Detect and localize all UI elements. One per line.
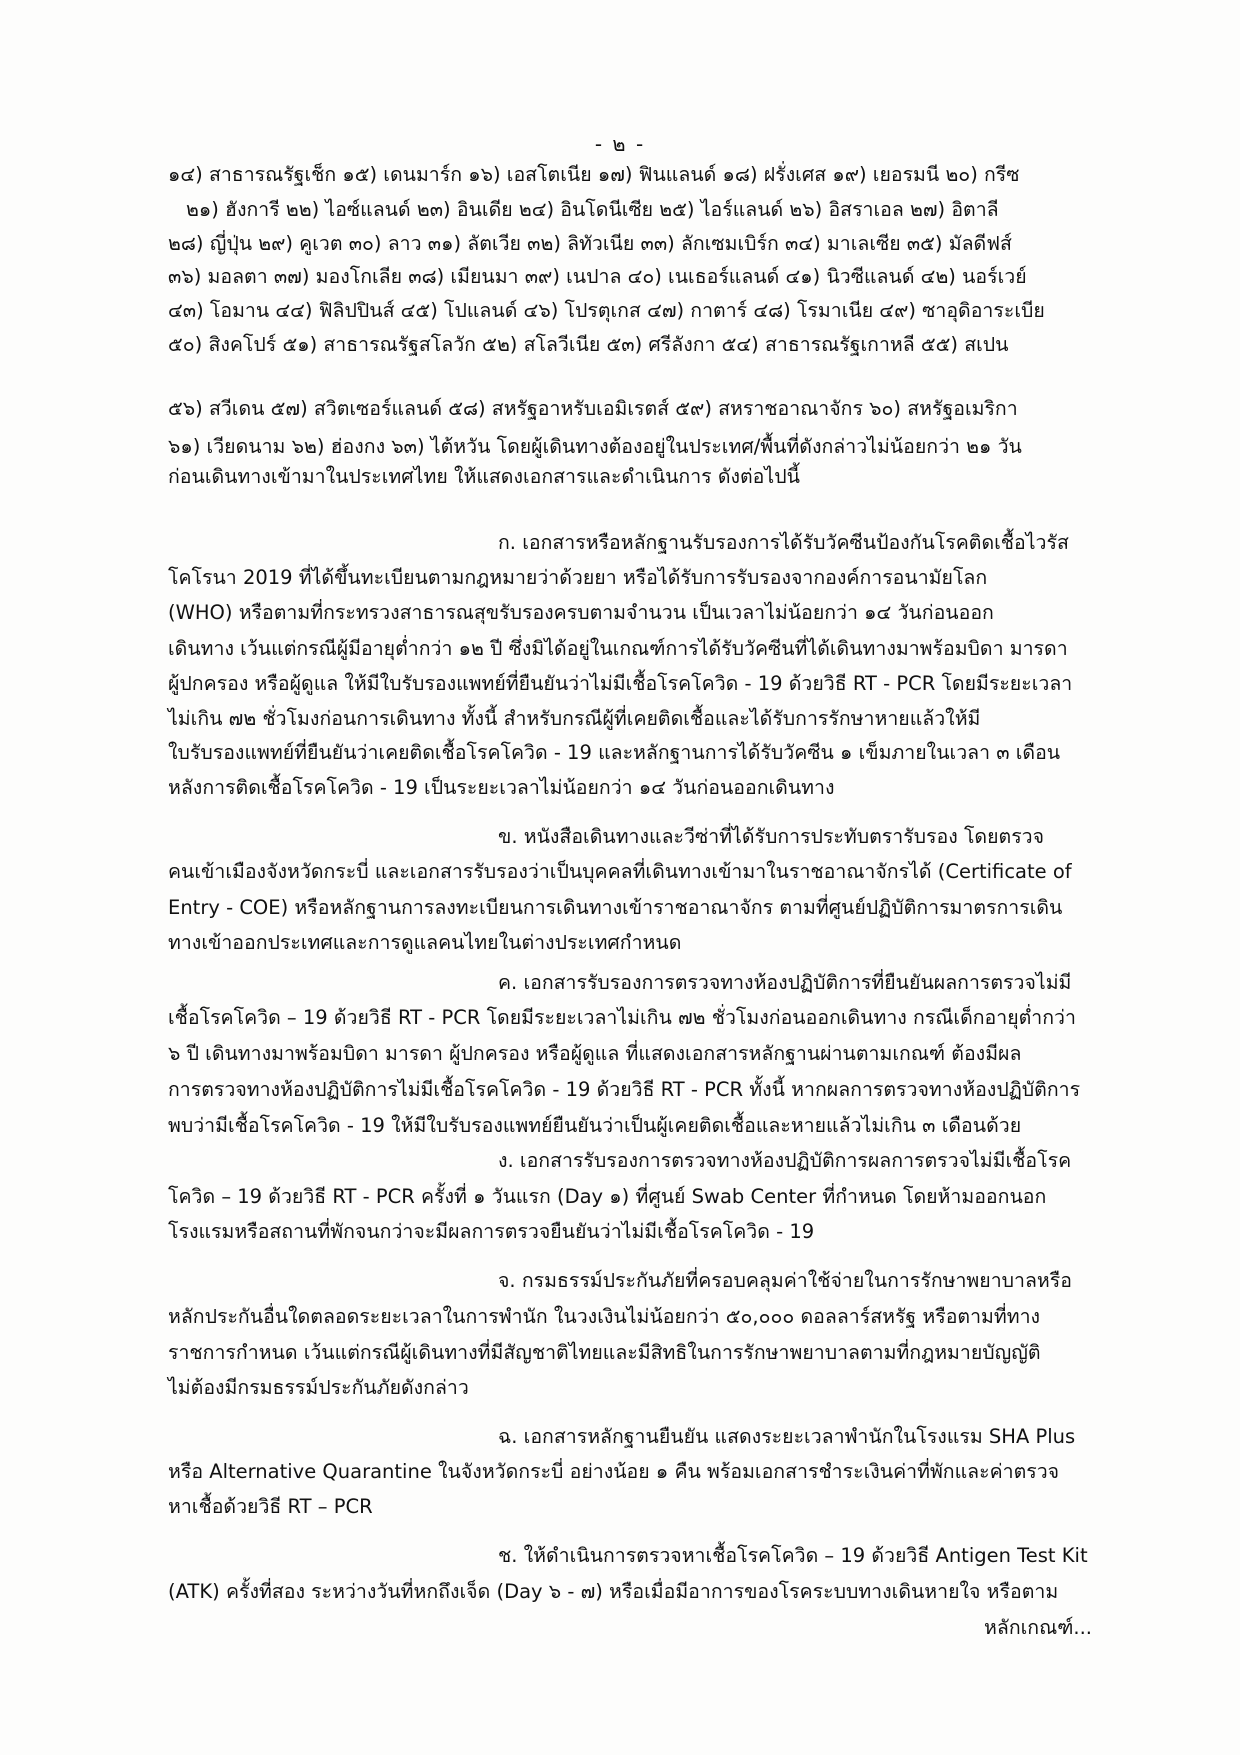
text-line: ๒๑) ฮังการี ๒๒) ไอซ์แลนด์ ๒๓) อินเดีย ๒๔) อินโดนีเซีย ๒๕) ไอร์แลนด์ ๒๖) อิสราเอล ๒๗) อิตาลี	[186, 198, 999, 221]
text-line: หลักประกันอื่นใดตลอดระยะเวลาในการพำนัก ในวงเงินไม่น้อยกว่า ๕๐,๐๐๐ ดอลลาร์สหรัฐ หรือตามที่ทาง	[168, 1305, 1041, 1328]
text-line: โคโรนา 2019 ที่ได้ขึ้นทะเบียนตามกฎหมายว่าด้วยยา หรือได้รับการรับรองจากองค์การอนามัยโลก	[168, 566, 988, 589]
text-line: ๔๓) โอมาน ๔๔) ฟิลิปปินส์ ๔๕) โปแลนด์ ๔๖) โปรตุเกส ๔๗) กาตาร์ ๔๘) โรมาเนีย ๔๙) ซาอุดิอาระเบีย	[168, 299, 1045, 322]
text-line: ๒๘) ญี่ปุ่น ๒๙) คูเวต ๓๐) ลาว ๓๑) ลัตเวีย ๓๒) ลิทัวเนีย ๓๓) ลักเซมเบิร์ก ๓๔) มาเลเซีย ๓๕) มัลดีฟส์	[168, 232, 1012, 255]
paragraph-heading: ช. ให้ดำเนินการตรวจหาเชื้อโรคโควิด – 19 ด้วยวิธี Antigen Test Kit	[498, 1544, 1088, 1567]
text-line: เดินทาง เว้นแต่กรณีผู้มีอายุต่ำกว่า ๑๒ ปี ซึ่งมิได้อยู่ในเกณฑ์การได้รับวัคซีนที่ได้เดินทางมาพร้อมบิดา มารดา	[168, 637, 1068, 660]
text-line: (WHO) หรือตามที่กระทรวงสาธารณสุขรับรองครบตามจำนวน เป็นเวลาไม่น้อยกว่า ๑๔ วันก่อนออก	[168, 601, 994, 624]
text-line: ๓๖) มอลตา ๓๗) มองโกเลีย ๓๘) เมียนมา ๓๙) เนปาล ๔๐) เนเธอร์แลนด์ ๔๑) นิวซีแลนด์ ๔๒) นอร์เวย์	[168, 265, 1027, 288]
text-line: ๖ ปี เดินทางมาพร้อมบิดา มารดา ผู้ปกครอง หรือผู้ดูแล ที่แสดงเอกสารหลักฐานผ่านตามเกณฑ์ ต้องมีผล	[168, 1042, 1022, 1065]
paragraph-heading: ฉ. เอกสารหลักฐานยืนยัน แสดงระยะเวลาพำนักในโรงแรม SHA Plus	[498, 1425, 1076, 1448]
paragraph-heading: ง. เอกสารรับรองการตรวจทางห้องปฏิบัติการผลการตรวจไม่มีเชื้อโรค	[498, 1149, 1072, 1172]
continuation-marker: หลักเกณฑ์...	[984, 1616, 1092, 1639]
text-line: โควิด – 19 ด้วยวิธี RT - PCR ครั้งที่ ๑ วันแรก (Day ๑) ที่ศูนย์ Swab Center ที่กำหนด โดยห้ามออกนอก	[168, 1185, 1047, 1208]
text-line: หลังการติดเชื้อโรคโควิด - 19 เป็นระยะเวลาไม่น้อยกว่า ๑๔ วันก่อนออกเดินทาง	[168, 776, 835, 799]
text-line: ๖๑) เวียดนาม ๖๒) ฮ่องกง ๖๓) ไต้หวัน โดยผู้เดินทางต้องอยู่ในประเทศ/พื้นที่ดังกล่าวไม่น้อยกว่า ๒๑ วัน	[168, 435, 1022, 458]
text-line: โรงแรมหรือสถานที่พักจนกว่าจะมีผลการตรวจยืนยันว่าไม่มีเชื้อโรคโควิด - 19	[168, 1220, 815, 1243]
text-line: ไม่ต้องมีกรมธรรม์ประกันภัยดังกล่าว	[168, 1376, 469, 1399]
paragraph-heading: ข. หนังสือเดินทางและวีซ่าที่ได้รับการประทับตรารับรอง โดยตรวจ	[498, 825, 1045, 848]
text-line: ราชการกำหนด เว้นแต่กรณีผู้เดินทางที่มีสัญชาติไทยและมีสิทธิในการรักษาพยาบาลตามที่กฎหมายบัญญัติ	[168, 1341, 1041, 1364]
paragraph-heading: จ. กรมธรรม์ประกันภัยที่ครอบคลุมค่าใช้จ่ายในการรักษาพยาบาลหรือ	[498, 1269, 1072, 1292]
text-line: ๕๖) สวีเดน ๕๗) สวิตเซอร์แลนด์ ๕๘) สหรัฐอาหรับเอมิเรตส์ ๕๙) สหราชอาณาจักร ๖๐) สหรัฐอเมริกา	[168, 397, 1018, 420]
paragraph-heading: ก. เอกสารหรือหลักฐานรับรองการได้รับวัคซีนป้องกันโรคติดเชื้อไวรัส	[498, 531, 1069, 554]
text-line: (ATK) ครั้งที่สอง ระหว่างวันที่หกถึงเจ็ด (Day ๖ - ๗) หรือเมื่อมีอาการของโรคระบบทางเดินหายใจ หรือตาม	[168, 1580, 1059, 1603]
text-line: พบว่ามีเชื้อโรคโควิด - 19 ให้มีใบรับรองแพทย์ยืนยันว่าเป็นผู้เคยติดเชื้อและหายแล้วไม่เกิน ๓ เดือนด้วย	[168, 1114, 1022, 1137]
text-line: ไม่เกิน ๗๒ ชั่วโมงก่อนการเดินทาง ทั้งนี้ สำหรับกรณีผู้ที่เคยติดเชื้อและได้รับการรักษาหายแล้วให้มี	[168, 707, 981, 730]
text-line: ๑๔) สาธารณรัฐเช็ก ๑๕) เดนมาร์ก ๑๖) เอสโตเนีย ๑๗) ฟินแลนด์ ๑๘) ฝรั่งเศส ๑๙) เยอรมนี ๒๐) กรีซ	[168, 163, 1020, 186]
text-line: ๕๐) สิงคโปร์ ๕๑) สาธารณรัฐสโลวัก ๕๒) สโลวีเนีย ๕๓) ศรีลังกา ๕๔) สาธารณรัฐเกาหลี ๕๕) สเปน	[168, 333, 1009, 356]
text-line: Entry - COE) หรือหลักฐานการลงทะเบียนการเดินทางเข้าราชอาณาจักร ตามที่ศูนย์ปฏิบัติการมาตรการเดิน	[168, 896, 1063, 919]
text-line: หรือ Alternative Quarantine ในจังหวัดกระบี่ อย่างน้อย ๑ คืน พร้อมเอกสารชำระเงินค่าที่พักและค่าตรวจ	[168, 1460, 1060, 1483]
text-line: ใบรับรองแพทย์ที่ยืนยันว่าเคยติดเชื้อโรคโควิด - 19 และหลักฐานการได้รับวัคซีน ๑ เข็มภายในเวลา ๓ เดือน	[168, 741, 1061, 764]
text-line: เชื้อโรคโควิด – 19 ด้วยวิธี RT - PCR โดยมีระยะเวลาไม่เกิน ๗๒ ชั่วโมงก่อนออกเดินทาง กรณีเด็กอายุต่ำกว่า	[168, 1006, 1076, 1029]
text-line: หาเชื้อด้วยวิธี RT – PCR	[168, 1495, 373, 1518]
text-line: ผู้ปกครอง หรือผู้ดูแล ให้มีใบรับรองแพทย์ที่ยืนยันว่าไม่มีเชื้อโรคโควิด - 19 ด้วยวิธี RT - PCR โดยมีระยะเวลา	[168, 672, 1073, 695]
text-line: คนเข้าเมืองจังหวัดกระบี่ และเอกสารรับรองว่าเป็นบุคคลที่เดินทางเข้ามาในราชอาณาจักรได้ (Certificate of	[168, 860, 1072, 883]
paragraph-heading: ค. เอกสารรับรองการตรวจทางห้องปฏิบัติการที่ยืนยันผลการตรวจไม่มี	[498, 971, 1072, 994]
page-number: - ๒ -	[594, 132, 646, 156]
text-line: ก่อนเดินทางเข้ามาในประเทศไทย ให้แสดงเอกสารและดำเนินการ ดังต่อไปนี้	[168, 465, 800, 488]
text-line: ทางเข้าออกประเทศและการดูแลคนไทยในต่างประเทศกำหนด	[168, 931, 682, 954]
text-line: การตรวจทางห้องปฏิบัติการไม่มีเชื้อโรคโควิด - 19 ด้วยวิธี RT - PCR ทั้งนี้ หากผลการตรวจทางห้องปฏิบัติการ	[168, 1078, 1081, 1101]
